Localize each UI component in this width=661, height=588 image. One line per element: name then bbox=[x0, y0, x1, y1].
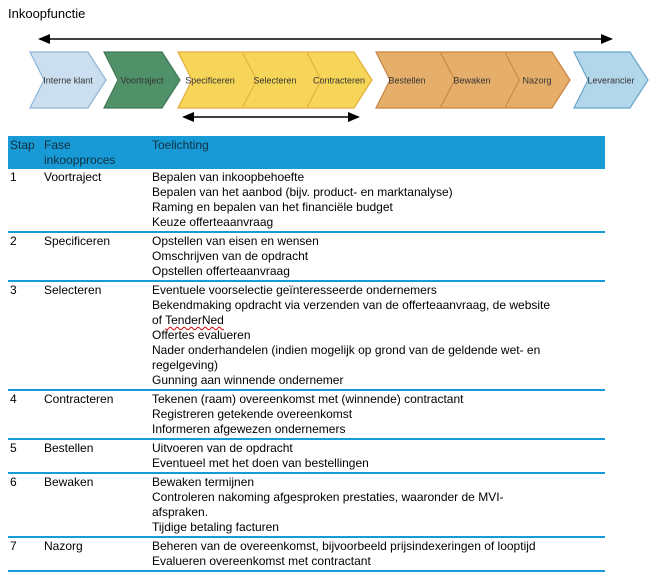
cell-stap: 7 bbox=[10, 539, 17, 553]
toelichting-line: Eventuele voorselectie geïnteresseerde ondernemers bbox=[152, 283, 437, 297]
cell-fase: Contracteren bbox=[44, 392, 114, 406]
cell-fase: Selecteren bbox=[44, 283, 102, 297]
toelichting-line: Keuze offerteaanvraag bbox=[152, 215, 274, 229]
cell-fase: Bestellen bbox=[44, 441, 94, 455]
toelichting-line: Tijdige betaling facturen bbox=[152, 520, 279, 534]
toelichting-line: Raming en bepalen van het financiële budget bbox=[152, 200, 393, 214]
toelichting-line: Gunning aan winnende ondernemer bbox=[152, 373, 344, 387]
cell-toelichting bbox=[152, 441, 605, 471]
cell-fase: Specificeren bbox=[44, 234, 111, 248]
cell-toelichting bbox=[152, 475, 605, 535]
table-header-fase: Fase inkoopproces bbox=[44, 138, 116, 167]
toelichting-line: Opstellen offerteaanvraag bbox=[152, 264, 290, 278]
table-row bbox=[8, 169, 605, 231]
chevron-label: Interne klant bbox=[43, 75, 93, 86]
toelichting-line: Nader onderhandelen (indien mogelijk op grond van de geldende wet- en bbox=[152, 343, 541, 357]
toelichting-line: of TenderNed bbox=[152, 313, 224, 327]
toelichting-line: Opstellen van eisen en wensen bbox=[152, 234, 319, 248]
chevron-label: Contracteren bbox=[312, 75, 366, 86]
cell-fase: Nazorg bbox=[44, 539, 83, 553]
chevron-interne-klant bbox=[30, 52, 106, 108]
toelichting-line: Beheren van de overeenkomst, bijvoorbeeld prijsindexeringen of looptijd bbox=[152, 539, 536, 553]
toelichting-line: Registreren getekende overeenkomst bbox=[152, 407, 353, 421]
cell-toelichting bbox=[152, 283, 605, 388]
cell-fase: Voortraject bbox=[44, 170, 102, 184]
table-header-toelichting: Toelichting bbox=[152, 138, 209, 152]
cell-toelichting bbox=[152, 170, 605, 230]
cell-stap: 3 bbox=[10, 283, 17, 297]
table-row bbox=[8, 231, 605, 280]
chevron-label: Specificeren bbox=[185, 75, 235, 86]
table-row bbox=[8, 389, 605, 438]
toelichting-line: Bepalen van het aanbod (bijv. product- en marktanalyse) bbox=[152, 185, 453, 199]
toelichting-line: regelgeving) bbox=[152, 358, 219, 372]
chevron-label: Voortraject bbox=[120, 75, 164, 86]
chevron-label: Leverancier bbox=[587, 75, 635, 86]
process-flow-diagram bbox=[0, 26, 661, 131]
toelichting-line: Offertes evalueren bbox=[152, 328, 251, 342]
toelichting-line: Informeren afgewezen ondernemers bbox=[152, 422, 346, 436]
process-table bbox=[8, 136, 605, 572]
chevron-label: Selecteren bbox=[253, 75, 297, 86]
misspelled-word: TenderNed bbox=[165, 313, 224, 327]
table-header-stap: Stap bbox=[10, 138, 35, 152]
table-row bbox=[8, 438, 605, 472]
toelichting-line: Uitvoeren van de opdracht bbox=[152, 441, 293, 455]
cell-fase: Bewaken bbox=[44, 475, 94, 489]
chevron-leverancier bbox=[574, 52, 648, 108]
chevron-block-inkoopproces-tactisch bbox=[178, 52, 372, 108]
cell-stap: 2 bbox=[10, 234, 17, 248]
cell-toelichting bbox=[152, 234, 605, 279]
cell-stap: 5 bbox=[10, 441, 17, 455]
cell-toelichting bbox=[152, 539, 605, 569]
table-row bbox=[8, 280, 605, 389]
cell-stap: 1 bbox=[10, 170, 17, 184]
cell-stap: 6 bbox=[10, 475, 17, 489]
chevron-label: Bestellen bbox=[388, 75, 426, 86]
table-body bbox=[8, 169, 605, 572]
cell-stap: 4 bbox=[10, 392, 17, 406]
chevron-voortraject bbox=[104, 52, 180, 108]
table-header-row bbox=[8, 136, 605, 169]
cell-toelichting bbox=[152, 392, 605, 437]
toelichting-line: Omschrijven van de opdracht bbox=[152, 249, 309, 263]
toelichting-line: Eventueel met het doen van bestellingen bbox=[152, 456, 369, 470]
toelichting-line: Bepalen van inkoopbehoefte bbox=[152, 170, 305, 184]
toelichting-line: Bekendmaking opdracht via verzenden van de offerteaanvraag, de website bbox=[152, 298, 551, 312]
chevron-label: Nazorg bbox=[522, 75, 552, 86]
table-row bbox=[8, 472, 605, 536]
toelichting-line: afspraken. bbox=[152, 505, 209, 519]
toelichting-line: Controleren nakoming afgesproken prestaties, waaronder de MVI- bbox=[152, 490, 504, 504]
chevron-block-inkoopproces-operationeel bbox=[376, 52, 570, 108]
page-title: Inkoopfunctie bbox=[8, 6, 86, 21]
toelichting-line: Tekenen (raam) overeenkomst met (winnende) contractant bbox=[152, 392, 464, 406]
toelichting-line: Evalueren overeenkomst met contractant bbox=[152, 554, 371, 568]
chevron-label: Bewaken bbox=[453, 75, 491, 86]
toelichting-line: Bewaken termijnen bbox=[152, 475, 255, 489]
table-row bbox=[8, 536, 605, 570]
